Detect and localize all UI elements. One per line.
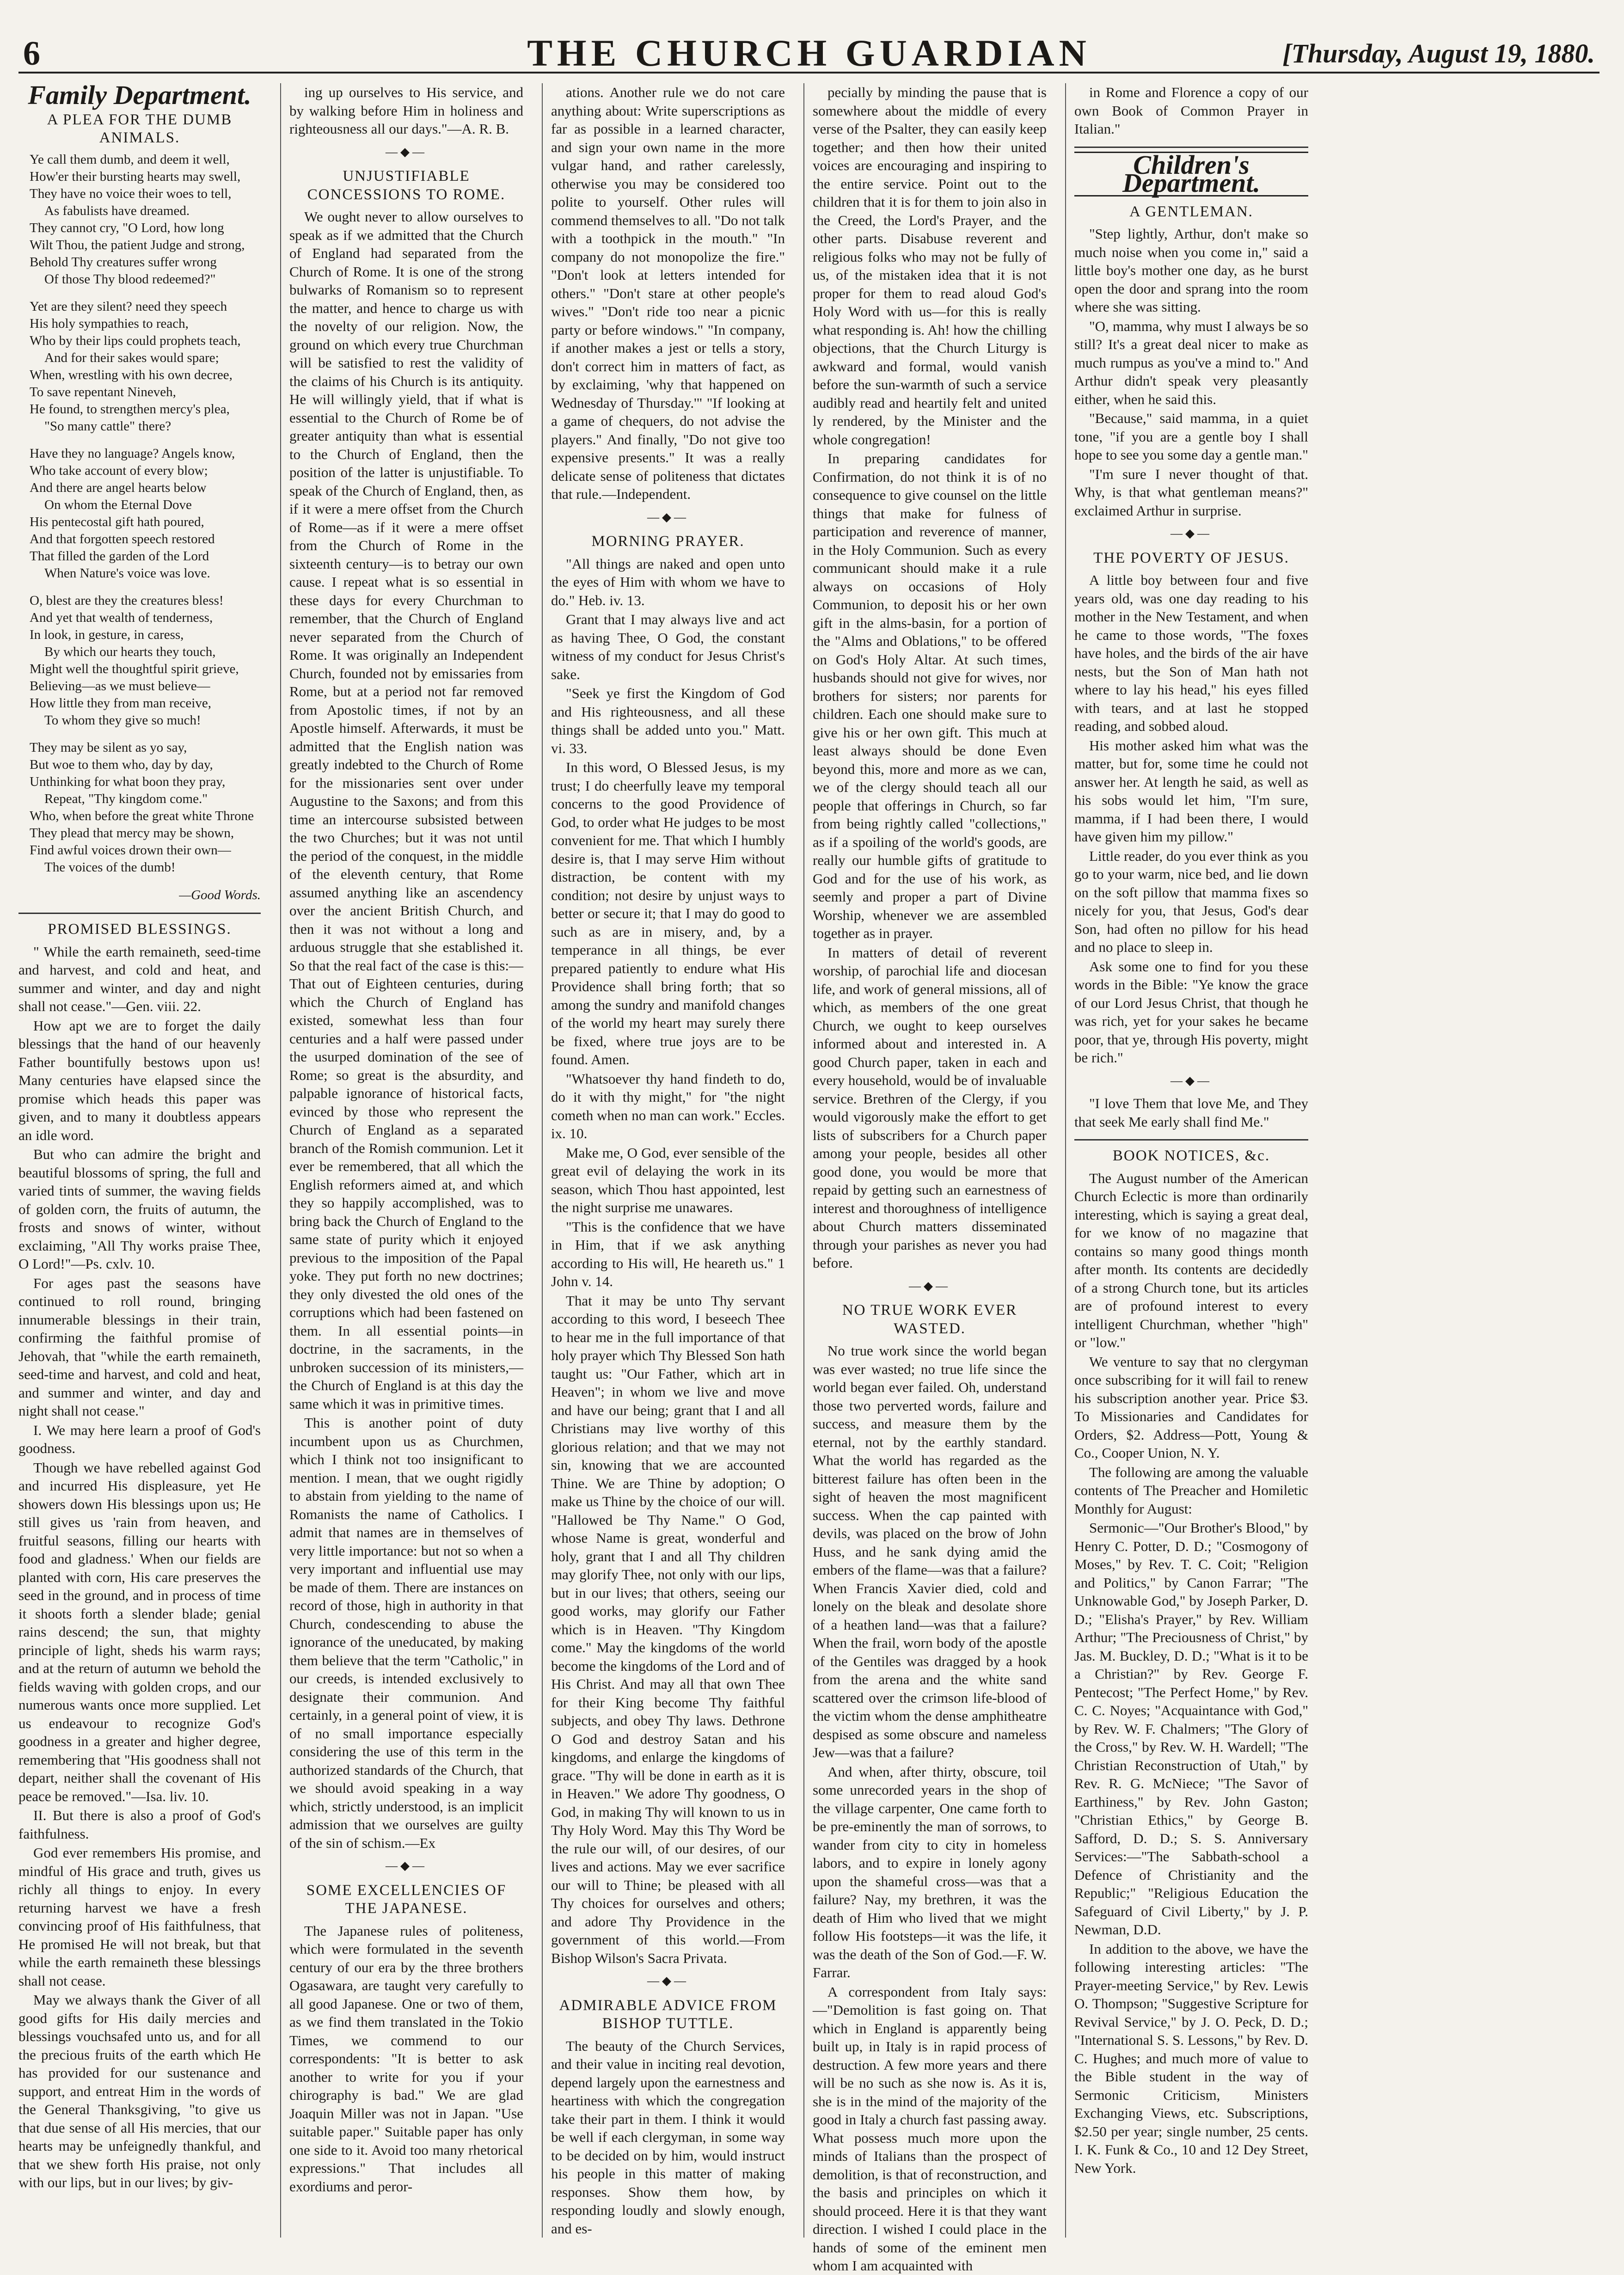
poem-line: Of those Thy blood redeemed?" (44, 271, 216, 287)
paragraph: His mother asked him what was the matter, but for, some time he could not answer her. At length he said, as well as his sobs would let him, "I'm sure, mamma, if I had been there, I would have given him my pillow." (1074, 737, 1308, 845)
poem-line: But woe to them who, day by day, (30, 757, 213, 772)
paragraph: A correspondent from Italy says:—"Demolition is fast going on. That which in England is apparently being built up, in Italy is in rapid process of destruction. A few more years and there will be no such as she now is. As it is, she is in the mind of the majority of the good in Italy a church fast passing away. What possess much more upon the minds of Italians than the prospect of demolition, is that of reconstruction, and the basis and principles on which it should proceed. Here it is that they want direction. I wished I could place in the hands of some of the eminent men whom I am acquainted with (813, 1983, 1047, 2274)
article-title: PROMISED BLESSINGS. (48, 921, 232, 938)
paragraph: May we always thank the Giver of all good gifts for His daily mercies and blessings vouchsafed unto us, and for all the precious fruits of the earth which He has provided for our sustenance and support, and entreat Him in the words of the General Thanksgiving, "to give us that due sense of all His mercies, that our hearts may be unfeignedly thankful, and that we shew forth His praise, not only with our lips, but in our lives; by giv- (18, 1992, 261, 2190)
column-5 (1065, 83, 1308, 2238)
poem-line: How'er their bursting hearts may swell, (30, 169, 241, 184)
poem-line: To save repentant Nineveh, (30, 384, 176, 399)
poem-stanza (18, 445, 261, 582)
article-body (551, 555, 785, 1968)
poem-line: Who by their lips could prophets teach, (30, 333, 241, 348)
poem-line: "So many cattle" there? (44, 418, 172, 434)
poem-line: In look, in gesture, in caress, (30, 627, 184, 642)
masthead (18, 28, 1599, 74)
poem-line: They have no voice their woes to tell, (30, 186, 232, 201)
poem-line: Unthinking for what boon they pray, (30, 774, 226, 789)
paragraph: A little boy between four and five years old, was one day reading to his mother in the New Testament, and when he came to those words, "The foxes have holes, and the birds of the air have nests, but the Son of Man hath not where to lay his head," his eyes filled with tears, and at last he stopped reading, and sobbed aloud. (1074, 572, 1308, 734)
paragraph: Little reader, do you ever think as you go to your warm, nice bed, and lie down on the soft pillow that mamma fixes so nicely for you, that Jesus, God's dear Son, had often no pillow for his head and no place to sleep in. (1074, 847, 1308, 955)
poem-line: Wilt Thou, the patient Judge and strong, (30, 237, 245, 252)
article-title: THE POVERTY OF JESUS. (1093, 549, 1289, 566)
article-divider: —◆— (1171, 1073, 1212, 1087)
poem-line: His pentecostal gift hath poured, (30, 514, 204, 529)
paragraph: Make me, O God, ever sensible of the great evil of delaying the work in its season, which Thou hast appointed, lest the night surprise me unawares. (551, 1144, 785, 1215)
column-rule (18, 913, 261, 914)
poem-line: That filled the garden of the Lord (30, 548, 209, 564)
paragraph: "O, mamma, why must I always be so still? It's a great deal nicer to make as much rumpus as you've a mind to." And Arthur didn't speak very pleasantly either, when he said this. (1074, 318, 1308, 407)
poem-stanza (18, 298, 261, 435)
article-body (1074, 1169, 1308, 2177)
poem-line: Who, when before the great white Throne (30, 808, 254, 823)
poem-title: A PLEA FOR THE DUMB ANIMALS. (47, 111, 233, 146)
article-title: SOME EXCELLENCIES OF THE JAPANESE. (306, 1882, 507, 1917)
newspaper-title: THE CHURCH GUARDIAN (527, 32, 1091, 74)
article-divider: —◆— (647, 1974, 689, 1987)
column-2 (280, 83, 523, 2238)
article-title: ADMIRABLE ADVICE FROM BISHOP TUTTLE. (559, 1997, 777, 2032)
poem-line: And yet that wealth of tenderness, (30, 610, 213, 625)
article-title: UNJUSTIFIABLE CONCESSIONS TO ROME. (307, 168, 506, 203)
poem-line: By which our hearts they touch, (44, 644, 216, 659)
paragraph: In addition to the above, we have the following interesting articles: "The Prayer-meeting Service," by Rev. Lewis O. Thompson; "Suggestive Scripture for Revival Service," by J. O. Peck, D. D.; "International S. S. Lessons," by Rev. D. C. Hughes; and much more of value to the Bible student in the way of Sermonic Criticism, Ministers Exchanging Views, etc. Subscriptions, $2.50 per year; single number, 25 cents. I. K. Funk & Co., 10 and 12 Dey Street, New York. (1074, 1940, 1308, 2176)
article-divider: —◆— (386, 145, 427, 159)
paragraph: God ever remembers His promise, and mindful of His grace and truth, gives us richly all things to enjoy. In every returning harvest we have a fresh convincing proof of His faithfulness, that He promised He will not break, but that while the earth remaineth these blessings shall not cease. (18, 1845, 261, 1989)
section-heading-family: Family Department. (28, 80, 251, 110)
paragraph: The August number of the American Church Eclectic is more than ordinarily interesting, which is saying a great deal, for we know of no magazine that contains so many good things month after month. Its contents are decidedly of a strong Church tone, but its articles are of profound interest to every intelligent Churchman, whether "high" or "low." (1074, 1170, 1308, 1350)
article-body (289, 208, 523, 1852)
poem-line: Behold Thy creatures suffer wrong (30, 254, 217, 270)
paragraph: That it may be unto Thy servant according to this word, I beseech Thee to hear me in the full importance of that holy prayer which Thy Blessed Son hath taught us: "Our Father, which art in Heaven"; in whom we live and move and have our being; grant that I and all Christians may live worthy of this glorious relation; and that we may not sin, knowing that we are accounted Thine. We are Thine by adoption; O make us Thine by the choice of our will. "Hallowed be Thy Name." O God, whose Name is great, wonderful and holy, grant that I and all Thy children may glorify Thee, not only with our lips, but in our lives; that others, seeing our good works, may glorify our Father which is in Heaven. "Thy Kingdom come." May the kingdoms of the world become the kingdoms of the Lord and of His Christ. And may all that own Thee for their King become Thy faithful subjects, and obey Thy laws. Dethrone O God and destroy Satan and his kingdoms, and enlarge the kingdoms of grace. "Thy will be done in earth as it is in Heaven." We adore Thy goodness, O God, in making Thy will known to us in Thy Holy Word. May this Thy Word be the rule our will, of our desires, of our lives and actions. May we ever sacrifice our will to Thine; be pleased with all Thy choices for ourselves and others; and adore Thy Providence in the government of this world.—From Bishop Wilson's Sacra Privata. (551, 1292, 785, 1966)
paragraph: in Rome and Florence a copy of our own Book of Common Prayer in Italian." (1074, 84, 1308, 137)
article-continuation (1074, 83, 1308, 138)
column-3 (542, 83, 785, 2238)
poem (18, 151, 261, 876)
paragraph: "Whatsoever thy hand findeth to do, do it with thy might," for "the night cometh when no man can work." Eccles. ix. 10. (551, 1070, 785, 1141)
poem-line: As fabulists have dreamed. (44, 203, 190, 218)
paragraph: ing up ourselves to His service, and by walking before Him in holiness and righteousness all our days."—A. R. B. (289, 84, 523, 137)
paragraph: "Seek ye first the Kingdom of God and His righteousness, and all these things shall be added unto you." Matt. vi. 33. (551, 685, 785, 756)
article-title: BOOK NOTICES, &c. (1112, 1147, 1270, 1164)
paragraph: Ask some one to find for you these words in the Bible: "Ye know the grace of our Lord Jesus Christ, that though he was rich, yet for your sakes he became poor, that ye, through His poverty, might be rich." (1074, 958, 1308, 1066)
paragraph: But who can admire the bright and beautiful blossoms of spring, the full and varied tints of summer, the waving fields of golden corn, the fruits of autumn, the frosts and snows of winter, without exclaiming, "All Thy works praise Thee, O Lord!"—Ps. cxlv. 10. (18, 1146, 261, 1272)
poem-line: Find awful voices drown their own— (30, 842, 231, 858)
poem-line: Ye call them dumb, and deem it well, (30, 152, 230, 167)
column-rule (1074, 147, 1308, 148)
article-divider: —◆— (386, 1859, 427, 1872)
article-body (551, 2037, 785, 2238)
paragraph: The Japanese rules of politeness, which were formulated in the seventh century of our era by the three brothers Ogasawara, are taught very carefully to all good Japanese. One or two of them, as we find them translated in the Tokio Times, we commend to our correspondents: "It is better to ask another to write for you if your chirography is bad." We are glad Joaquin Miller was not in Japan. "Use suitable paper." Suitable paper has only one side to it. Avoid too many rhetorical expressions." That includes all exordiums and peror- (289, 1922, 523, 2195)
paragraph: "Step lightly, Arthur, don't make so much noise when you come in," said a little boy's mother one day, as he burst open the door and sprang into the room where she was sitting. (1074, 226, 1308, 315)
paragraph: We venture to say that no clergyman once subscribing for it will fail to renew his subscription another year. Price $3. To Missionaries and Candidates for Orders, $2. Address—Pott, Young & Co., Cooper Union, N. Y. (1074, 1353, 1308, 1461)
scripture-quote: "I love Them that love Me, and They that seek Me early shall find Me." (1074, 1095, 1308, 1130)
article-continuation (289, 83, 523, 138)
poem-stanza (18, 151, 261, 288)
article-body (289, 1922, 523, 2196)
article-body (1074, 225, 1308, 520)
article-divider: —◆— (909, 1279, 950, 1293)
poem-line: And for their sakes would spare; (44, 350, 219, 365)
article-divider: —◆— (1171, 527, 1212, 540)
paragraph: The following are among the valuable contents of The Preacher and Homiletic Monthly for August: (1074, 1464, 1308, 1517)
poem-line: They may be silent as yo say, (30, 740, 187, 755)
poem-line: His holy sympathies to reach, (30, 316, 189, 331)
poem-line: O, blest are they the creatures bless! (30, 593, 224, 608)
paragraph: Though we have rebelled against God and incurred His displeasure, yet He showers down His blessings upon us; He still gives us 'rain from heaven, and fruitful seasons, filling our hearts with food and gladness.' When our fields are planted with corn, His care preserves the seed in the ground, and in process of time it shoots forth a slender blade; genial rains descend; the sun, that mighty principle of light, sheds his warm rays; and at the return of autumn we behold the fields waving with golden crops, and our numerous wants once more supplied. Let us endeavour to recognize God's goodness in a greater and higher degree, remembering that "His goodness shall not depart, neither shall the covenant of His peace be removed."—Isa. liv. 10. (18, 1459, 261, 1804)
poem-line: To whom they give so much! (44, 712, 201, 728)
article-title: MORNING PRAYER. (591, 533, 745, 550)
article-title: NO TRUE WORK EVER WASTED. (842, 1302, 1017, 1337)
paragraph: Sermonic—"Our Brother's Blood," by Henry C. Potter, D. D.; "Cosmogony of Moses," by Rev. T. C. Coit; "Religion and Politics," by Canon Farrar; "The Unknowable God," by Joseph Parker, D. D.; "Elisha's Prayer," by Rev. William Arthur; "The Preciousness of Christ," by Jas. M. Buckley, D. D.; "What is it to be a Christian?" by Rev. George F. Pentecost; "The Perfect Home," by Rev. C. C. Noyes; "Acquaintance with God," by Rev. W. F. Chalmers; "The Glory of the Cross," by Rev. W. H. Wardell; "The Christian Reconstruction of Utah," by Rev. R. G. McNiece; "The Savor of Earthiness," by Rev. John Gaston; "Christian Ethics," by George B. Safford, D. D.; S. S. Anniversary Services:—"The Sabbath-school a Defence of Christianity and the Republic;" "Religious Education the Safeguard of Civil Liberty," by J. P. Newman, D.D. (1074, 1520, 1308, 1938)
paragraph: " While the earth remaineth, seed-time and harvest, and cold and heat, and summer and winter, and day and night shall not cease."—Gen. viii. 22. (18, 943, 261, 1014)
poem-line: When Nature's voice was love. (44, 565, 210, 581)
poem-line: Might well the thoughtful spirit grieve, (30, 661, 239, 676)
paragraph: In matters of detail of reverent worship, of parochial life and diocesan life, and work of general missions, all of which, as members of the one great Church, we ought to keep ourselves informed about and interested in. A good Church paper, taken in each and every household, would be of invaluable service. Brethren of the Clergy, if you would vigorously make the effort to get lists of subscribers for a Church paper among your people, besides all other good done, you would be more that repaid by getting such an earnestness of interest and thoroughness of intelligence about Church matters disseminated through your parishes as never you had before. (813, 944, 1047, 1271)
paragraph: No true work since the world began was ever wasted; no true life since the world began ever failed. Oh, understand those two perverted words, failure and success, and measure them by the eternal, not by the earthly standard. What the world has regarded as the bitterest failure has often been in the sight of heaven the most magnificent success. When the cap painted with devils, was placed on the brow of John Huss, and he sank dying amid the embers of the flame—was that a failure? When Francis Xavier died, cold and lonely on the bleak and desolate shore of a heathen land—was that a failure? When the frail, worn body of the apostle of the Gentiles was dragged by a hook from the arena and the white sand scattered over the crimson life-blood of the victim whom the dense amphitheatre despised as some obscure and nameless Jew—was that a failure? (813, 1343, 1047, 1760)
column-1 (18, 80, 261, 2238)
paragraph: "All things are naked and open unto the eyes of Him with whom we have to do." Heb. iv. 13. (551, 555, 785, 608)
column-4 (803, 83, 1047, 2274)
paragraph: The beauty of the Church Services, and their value in inciting real devotion, depend largely upon the earnestness and heartiness with which the congregation take their part in them. I think it would be well if each clergyman, in some way to be decided on by him, would instruct his people in this matter of making responses. Show them how, by responding loudly and slowly enough, and es- (551, 2037, 785, 2237)
paragraph: pecially by minding the pause that is somewhere about the middle of every verse of the Psalter, they can easily keep together; and then how their united voices are encouraging and inspiring to the entire service. Point out to the children that it is for them to join also in the Creed, the Lord's Prayer, and the other parts. Disabuse reverent and religious folks who may not be fully of us, of the mistaken idea that it is not proper for them to read aloud God's Holy Word with us—for this is really what responding is. Ah! how the chilling objections, that the Church Liturgy is awkward and formal, would vanish before the sun-warmth of such a service audibly read and heartily felt and united ly rendered, by the Minister and the whole congregation! (813, 84, 1047, 448)
article-body (813, 1342, 1047, 2275)
paragraph: For ages past the seasons have continued to roll round, bringing innumerable blessings in their train, confirming the faithful promise of Jehovah, that "while the earth remaineth, seed-time and harvest, and cold and heat, and summer and winter, and day and night shall not cease." (18, 1275, 261, 1419)
poem-line: Yet are they silent? need they speech (30, 299, 227, 314)
poem-line: On whom the Eternal Dove (44, 497, 192, 512)
poem-credit: —Good Words. (179, 887, 261, 902)
paragraph: ations. Another rule we do not care anything about: Write superscriptions as far as possible in a learned character, and sign your own name in the more vulgar hand, and rather carelessly, otherwise you may be considered too polite to yourself. Other rules will commend themselves to all. "Do not talk with a toothpick in the mouth." "In company do not monopolize the fire." "Don't look at letters intended for others." "Don't stare at other people's wives." "Don't ride too near a picnic party or before windows." "In company, if another makes a jest or tells a story, don't correct him in matters of fact, as by exclaiming, 'why that happened on Wednesday of Thursday.'" "If looking at a game of chequers, do not advise the players." And finally, "Do not give too expensive presents." It was a really delicate sense of politeness that dictates that rule.—Independent. (551, 84, 785, 502)
poem-line: Believing—as we must believe— (30, 678, 210, 693)
poem-line: And there are angel hearts below (30, 480, 207, 495)
column-rule (1074, 1139, 1308, 1141)
paragraph: How apt we are to forget the daily blessings that the hand of our heavenly Father bountifully bestows upon us! Many centuries have elapsed since the promise which heads this paper was given, and to many it doubtless appears an idle word. (18, 1017, 261, 1143)
article-title: A GENTLEMAN. (1129, 203, 1253, 220)
paragraph: "Because," said mamma, in a quiet tone, "if you are a gentle boy I shall hope to see you some day a gentle man." (1074, 410, 1308, 463)
paragraph: II. But there is also a proof of God's faithfulness. (18, 1807, 261, 1842)
section-heading-children: Children's Department. (1074, 152, 1308, 196)
poem-line: He found, to strengthen mercy's plea, (30, 401, 230, 417)
paragraph: I. We may here learn a proof of God's goodness. (18, 1422, 261, 1456)
poem-line: Who take account of every blow; (30, 463, 208, 478)
poem-line: Repeat, "Thy kingdom come." (44, 791, 208, 806)
article-continuation (551, 83, 785, 503)
poem-line: They plead that mercy may be shown, (30, 825, 234, 840)
paragraph: This is another point of duty incumbent upon us as Churchmen, which I think not too insignificant to mention. I mean, that we ought rigidly to abstain from yielding to the name of Romanists the name of Catholics. I admit that names are in themselves of very little importance: but not so when a very important and influential use may be made of them. There are instances on record of those, high in authority in that Church, condescending to abuse the ignorance of the uneducated, by making them believe that the term "Catholic," in our creeds, is intended exclusively to designate their communion. And certainly, in a general point of view, it is of no small importance especially considering the use of this term in the authorized standards of the Church, that we should avoid speaking in a way which, strictly understood, is an implicit admission that we ourselves are guilty of the sin of schism.—Ex (289, 1415, 523, 1851)
poem-line: How little they from man receive, (30, 695, 211, 711)
poem-line: They cannot cry, "O Lord, how long (30, 220, 224, 235)
poem-stanza (18, 739, 261, 876)
paragraph: "This is the confidence that we have in Him, that if we ask anything according to His will, He heareth us." 1 John v. 14. (551, 1218, 785, 1289)
issue-date: [Thursday, August 19, 1880. (1282, 38, 1595, 68)
paragraph: And when, after thirty, obscure, toil some unrecorded years in the shop of the village carpenter, One came forth to be pre-eminently the man of sorrows, to wander from city to city in homeless labors, and to expire in lonely agony upon the shameful cross—was that a failure? Nay, my brethren, it was the death of Him who lived that we might follow His footsteps—it was the life, it was the death of the Son of God.—F. W. Farrar. (813, 1763, 1047, 1981)
poem-stanza (18, 592, 261, 729)
paragraph: In this word, O Blessed Jesus, is my trust; I do cheerfully leave my temporal concerns to the good Providence of God, to order what He judges to be most convenient for me. That which I humbly desire is, that I may serve Him without distraction, be content with my condition; not desire by unjust ways to better or secure it; that I may do good to such as are in misery, and, by a temperance in all things, be ever prepared patiently to endure what His Providence shall bring forth; that so among the sundry and manifold changes of the world my heart may surely there be fixed, where true joys are to be found. Amen. (551, 759, 785, 1067)
poem-line: And that forgotten speech restored (30, 531, 215, 546)
article-divider: —◆— (647, 510, 689, 524)
article-body (18, 943, 261, 2192)
article-continuation (813, 83, 1047, 1272)
poem-line: When, wrestling with his own decree, (30, 367, 233, 382)
paragraph: In preparing candidates for Confirmation, do not think it is of no consequence to give counsel on the little things that make for fulness of participation and reverence of manner, in the Holy Communion. Such as every communicant should make it a rule always on occasions of Holy Communion, to deposit his or her own gift in the alms-basin, for a portion of the "Alms and Oblations," to be offered on God's Holy Altar. At such times, husbands should not give for wives, nor brothers for sisters; nor parents for children. Each one should make sure to give his or her own gift. This much at least always should be done Even beyond this, more and more as we can, we of the clergy should teach all our people that offerings in Church, so far from being rightly called "collections," as if a spoiling of the world's goods, are really our humble gifts of gratitude to God and for the use of his work, as seemly and proper a part of Divine Worship, whenever we are assembled together as in prayer. (813, 450, 1047, 941)
page-number: 6 (23, 35, 40, 73)
paragraph: Grant that I may always live and act as having Thee, O God, the constant witness of my conduct for Jesus Christ's sake. (551, 611, 785, 682)
paragraph: "I'm sure I never thought of that. Why, is that what gentleman means?" exclaimed Arthur in surprise. (1074, 466, 1308, 519)
poem-line: The voices of the dumb! (44, 859, 176, 875)
article-body (1074, 571, 1308, 1067)
poem-line: Have they no language? Angels know, (30, 446, 235, 461)
paragraph: We ought never to allow ourselves to speak as if we admitted that the Church of England had separated from the Church of Rome. It is one of the strong bulwarks of Romanism so to represent the matter, and hence to charge us with the novelty of our religion. Now, the ground on which every true Churchman will be satisfied to rest the validity of the claims of his Church is its antiquity. He will willingly yield, that if what is essential to the Church of Rome be of greater antiquity than what is essential to the Church of England, then the position of the latter is unjustifiable. To speak of the Church of England, then, as if it were a mere offset from the Church of Rome—as if it were a mere offset from the Church of Rome in the sixteenth century—is to betray our own cause. I repeat what is so essential in these days for every Churchman to remember, that the Church of England never separated from the Church of Rome. It was originally an Independent Church, founded not by emissaries from Rome, but at a period not far removed from Apostolic times, if not by an Apostle himself. Afterwards, it must be admitted that the English nation was greatly indebted to the Church of Rome for the missionaries sent over under Augustine to the Saxons; and from this time an intercourse subsisted between the two Churches; but it was not until the period of the conquest, in the middle of the eleventh century, that Rome assumed anything like an ascendency over the ancient British Church, and then it was not without a long and arduous struggle that she established it. So that the real fact of the case is this:—That out of Eighteen centuries, during which the Church of England has existed, somewhat less than four centuries and a half were passed under the usurped domination of the see of Rome; so great is the absurdity, and palpable ignorance of historical facts, evinced by those who represent the Church of England as a separated branch of the Romish communion. Let it ever be remembered, that all which the English reformers aimed at, and which they so happily accomplished, was to bring back the Church of England to the same state of purity which it enjoyed previous to the imposition of the Papal yoke. They put forth no new doctrines; they only divested the old ones of the corruptions which had been fastened on them. In all essential points—in doctrine, in the sacraments, in the unbroken succession of its ministers,—the Church of England is at this day the same which it was in primitive times. (289, 208, 523, 1412)
